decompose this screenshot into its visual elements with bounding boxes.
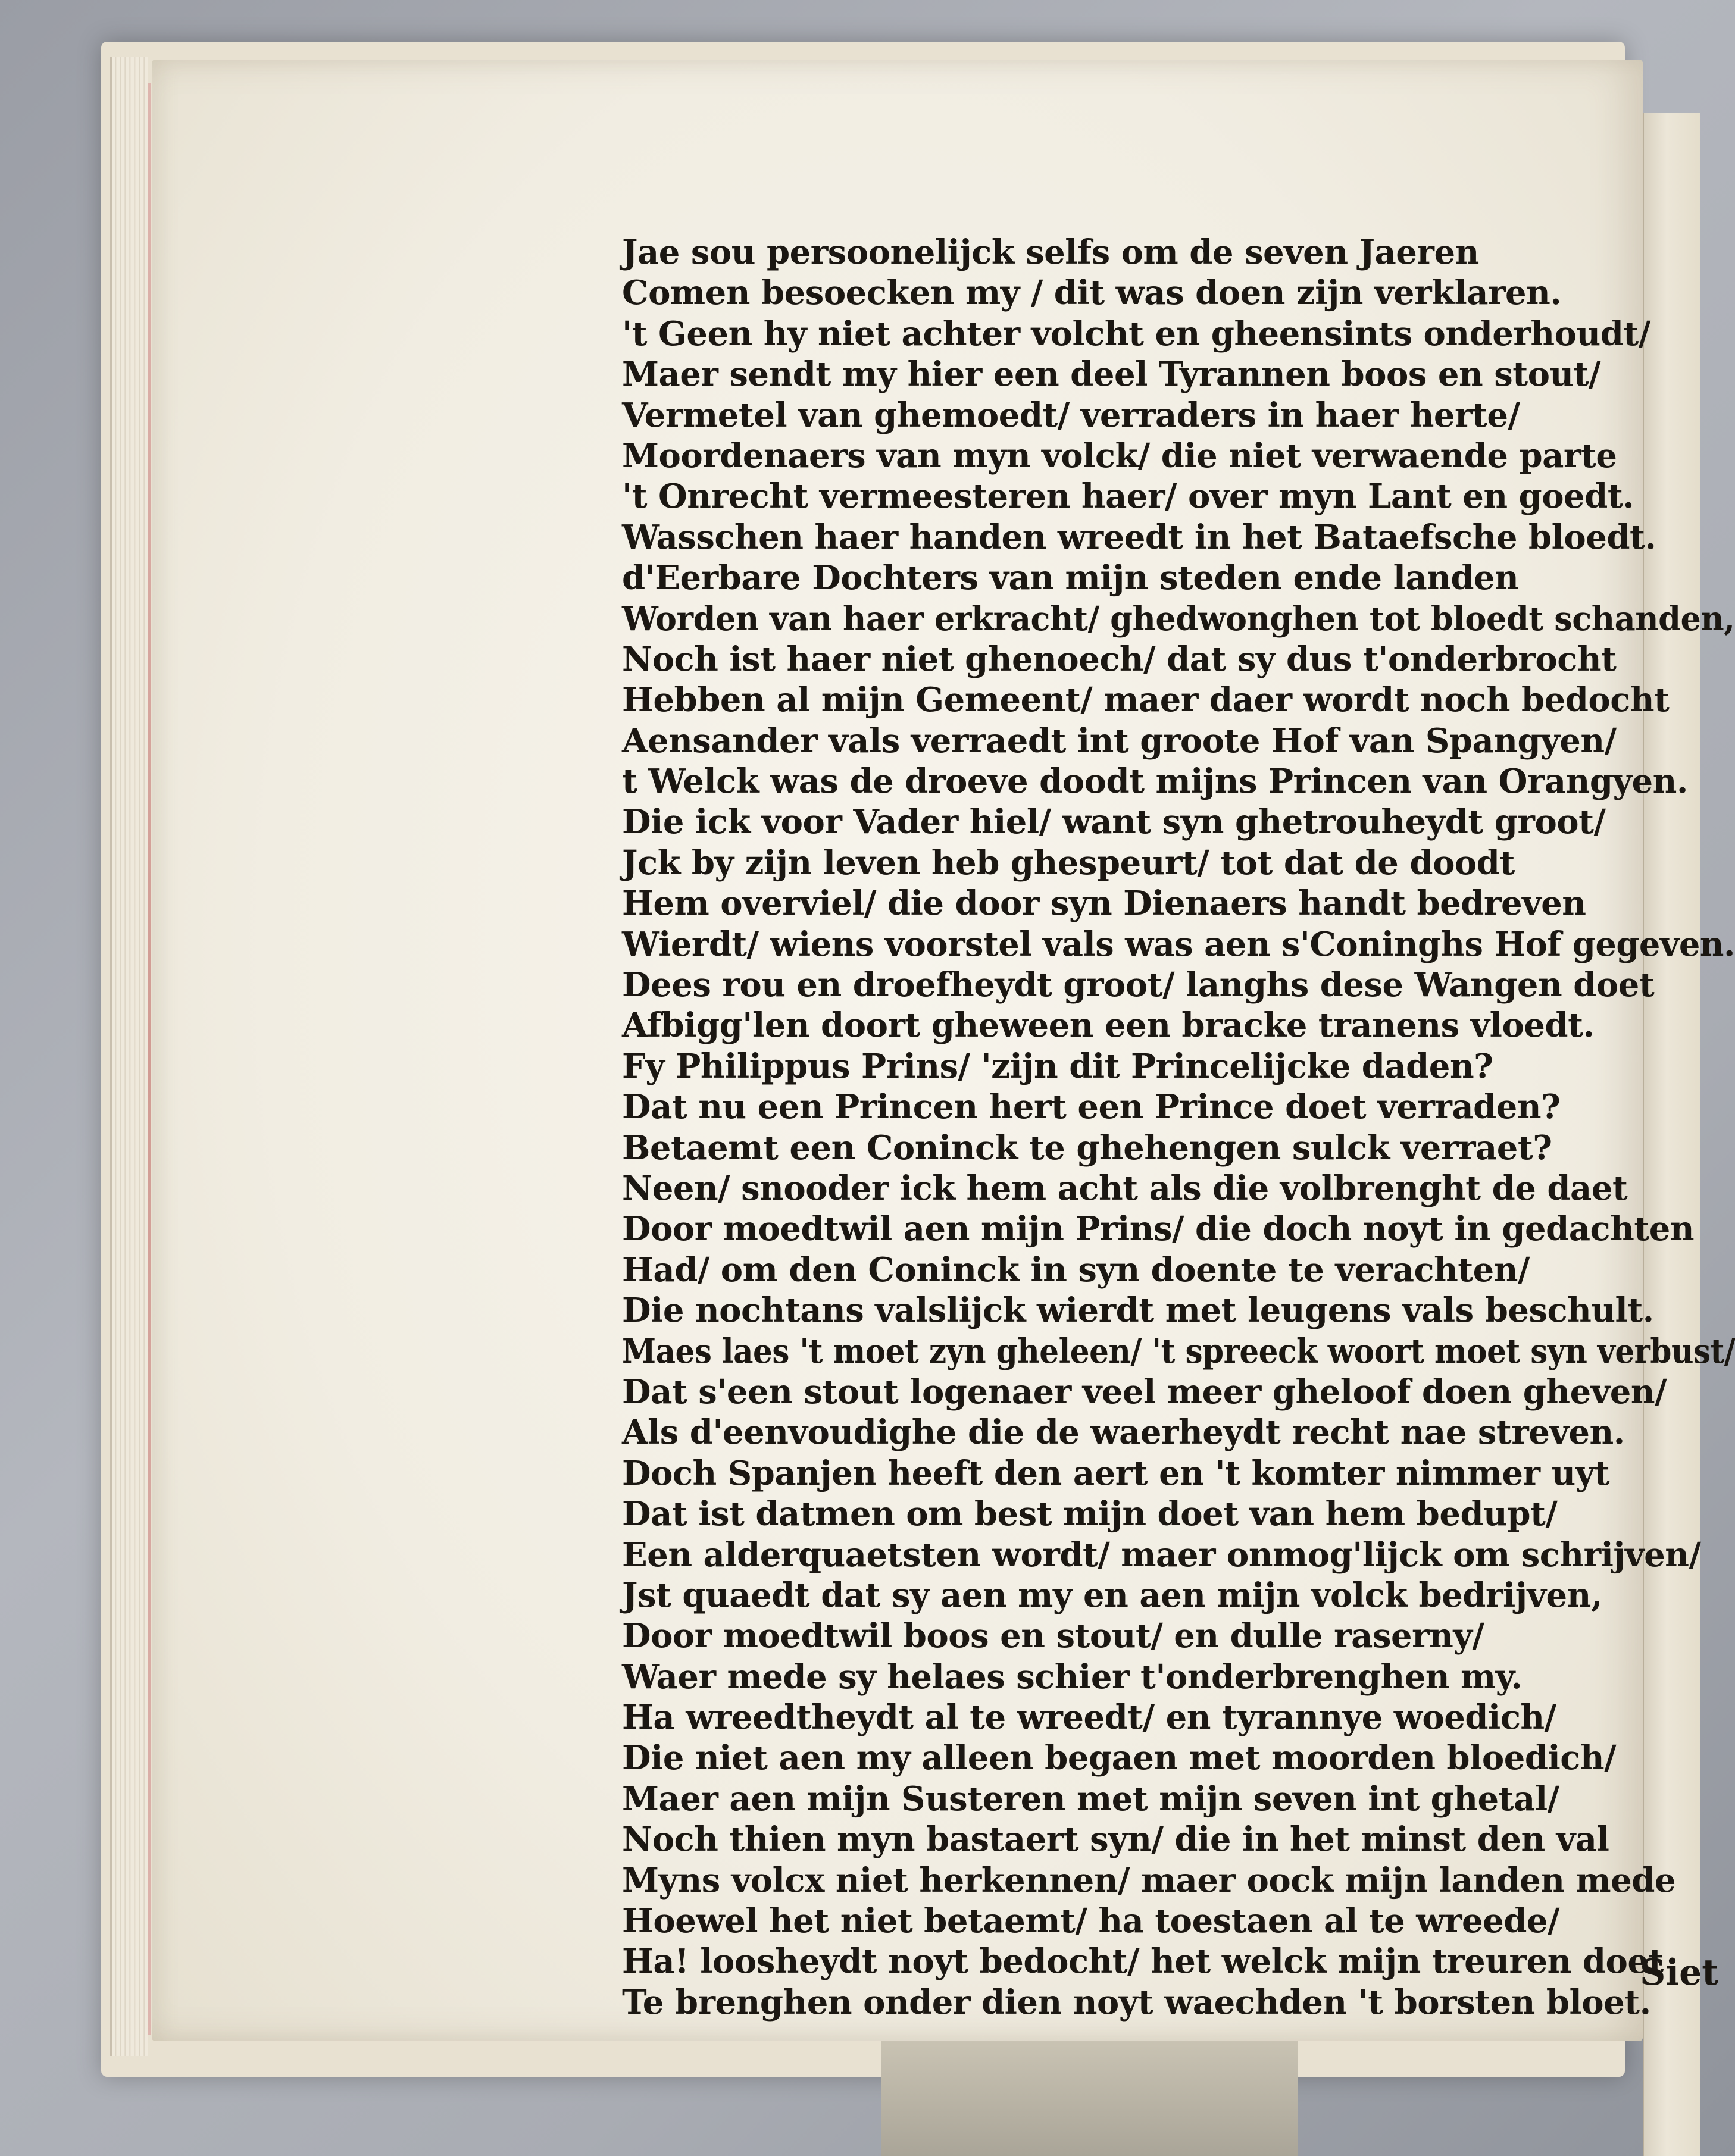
verse-line: Die ick voor Vader hiel/ want syn ghetrouheydt groot/	[622, 802, 1606, 842]
verse-line: Jck by zijn leven heb ghespeurt/ tot dat de doodt	[622, 843, 1515, 883]
verse-line: Moordenaers van myn volck/ die niet verwaende parte	[622, 436, 1617, 475]
verse-line: Aensander vals verraedt int groote Hof van Spangyen/	[622, 721, 1617, 761]
verse-line: Hebben al mijn Gemeent/ maer daer wordt noch bedocht	[622, 680, 1670, 720]
verse-line: Door moedtwil boos en stout/ en dulle raserny/	[622, 1616, 1484, 1656]
verse-line: Afbigg'len doort gheween een bracke tranens vloedt.	[622, 1006, 1595, 1046]
verse-line: Worden van haer erkracht/ ghedwonghen tot bloedt schanden,	[622, 599, 1735, 639]
verse-line: Ha! loosheydt noyt bedocht/ het welck mijn treuren doet	[622, 1942, 1664, 1982]
verse-line: Die nochtans valslijck wierdt met leugens vals beschult.	[622, 1291, 1654, 1331]
verse-line: Vermetel van ghemoedt/ verraders in haer herte/	[622, 395, 1520, 435]
verse-line: Als d'eenvoudighe die de waerheydt recht nae streven.	[622, 1413, 1625, 1453]
verse-line: Wierdt/ wiens voorstel vals was aen s'Coninghs Hof gegeven.	[622, 924, 1735, 964]
verse-line: Een alderquaetsten wordt/ maer onmog'lijck om schrijven/	[622, 1535, 1701, 1575]
verse-line: Dees rou en droefheydt groot/ langhs dese Wangen doet	[622, 965, 1655, 1005]
verse-line: Hem overviel/ die door syn Dienaers handt bedreven	[622, 884, 1586, 924]
verse-line: Maes laes 't moet zyn gheleen/ 't spreeck woort moet syn verbust/	[622, 1331, 1735, 1371]
catchword: Siet	[1640, 1952, 1719, 1994]
verse-line: t Welck was de droeve doodt mijns Princen van Orangyen.	[622, 762, 1688, 802]
verse-line: Wasschen haer handen wreedt in het Bataefsche bloedt.	[622, 517, 1656, 557]
verse-line: Waer mede sy helaes schier t'onderbrenghen my.	[622, 1657, 1523, 1697]
verse-line: 't Geen hy niet achter volcht en gheensints onderhoudt/	[622, 314, 1650, 353]
verse-line: Doch Spanjen heeft den aert en 't komter nimmer uyt	[622, 1453, 1610, 1493]
verse-line: Jst quaedt dat sy aen my en aen mijn volck bedrijven,	[622, 1575, 1602, 1615]
verse-line: Comen besoecken my / dit was doen zijn verklaren.	[622, 273, 1562, 313]
verse-line: d'Eerbare Dochters van mijn steden ende landen	[622, 558, 1519, 598]
verse-line: Maer aen mijn Susteren met mijn seven int ghetal/	[622, 1779, 1559, 1819]
verse-line: Door moedtwil aen mijn Prins/ die doch noyt in gedachten	[622, 1209, 1695, 1249]
printed-page	[152, 60, 1735, 2041]
verse-line: Betaemt een Coninck te ghehengen sulck verraet?	[622, 1128, 1552, 1168]
verse-line: Noch thien myn bastaert syn/ die in het minst den val	[622, 1820, 1609, 1860]
red-page-edge	[148, 83, 151, 2035]
verse-line: Hoewel het niet betaemt/ ha toestaen al te wreede/	[622, 1901, 1559, 1941]
verse-line: Maer sendt my hier een deel Tyrannen boos en stout/	[622, 355, 1600, 395]
verse-line: Fy Philippus Prins/ 'zijn dit Princelijcke daden?	[622, 1046, 1493, 1086]
verse-text-block	[622, 232, 1735, 2023]
verse-line: Dat nu een Princen hert een Prince doet verraden?	[622, 1087, 1561, 1127]
verse-line: Jae sou persoonelijck selfs om de seven Jaeren	[622, 233, 1479, 272]
verse-line: Myns volcx niet herkennen/ maer oock mijn landen mede	[622, 1860, 1676, 1900]
binding-shadow	[881, 2041, 1298, 2156]
verse-line: Had/ om den Coninck in syn doente te verachten/	[622, 1250, 1530, 1290]
verse-line: Ha wreedtheydt al te wreedt/ en tyrannye woedich/	[622, 1698, 1556, 1738]
verse-line: Die niet aen my alleen begaen met moorden bloedich/	[622, 1738, 1617, 1778]
page-stack-edge	[110, 57, 148, 2056]
verse-line: 't Onrecht vermeesteren haer/ over myn Lant en goedt.	[622, 477, 1634, 517]
verse-line: Dat s'een stout logenaer veel meer gheloof doen gheven/	[622, 1372, 1667, 1412]
verse-line: Neen/ snooder ick hem acht als die volbrenght de daet	[622, 1168, 1628, 1208]
verse-line: Dat ist datmen om best mijn doet van hem bedupt/	[622, 1494, 1558, 1534]
verse-line: Te brenghen onder dien noyt waechden 't borsten bloet.	[622, 1982, 1651, 2022]
verse-line: Noch ist haer niet ghenoech/ dat sy dus t'onderbrocht	[622, 639, 1617, 679]
